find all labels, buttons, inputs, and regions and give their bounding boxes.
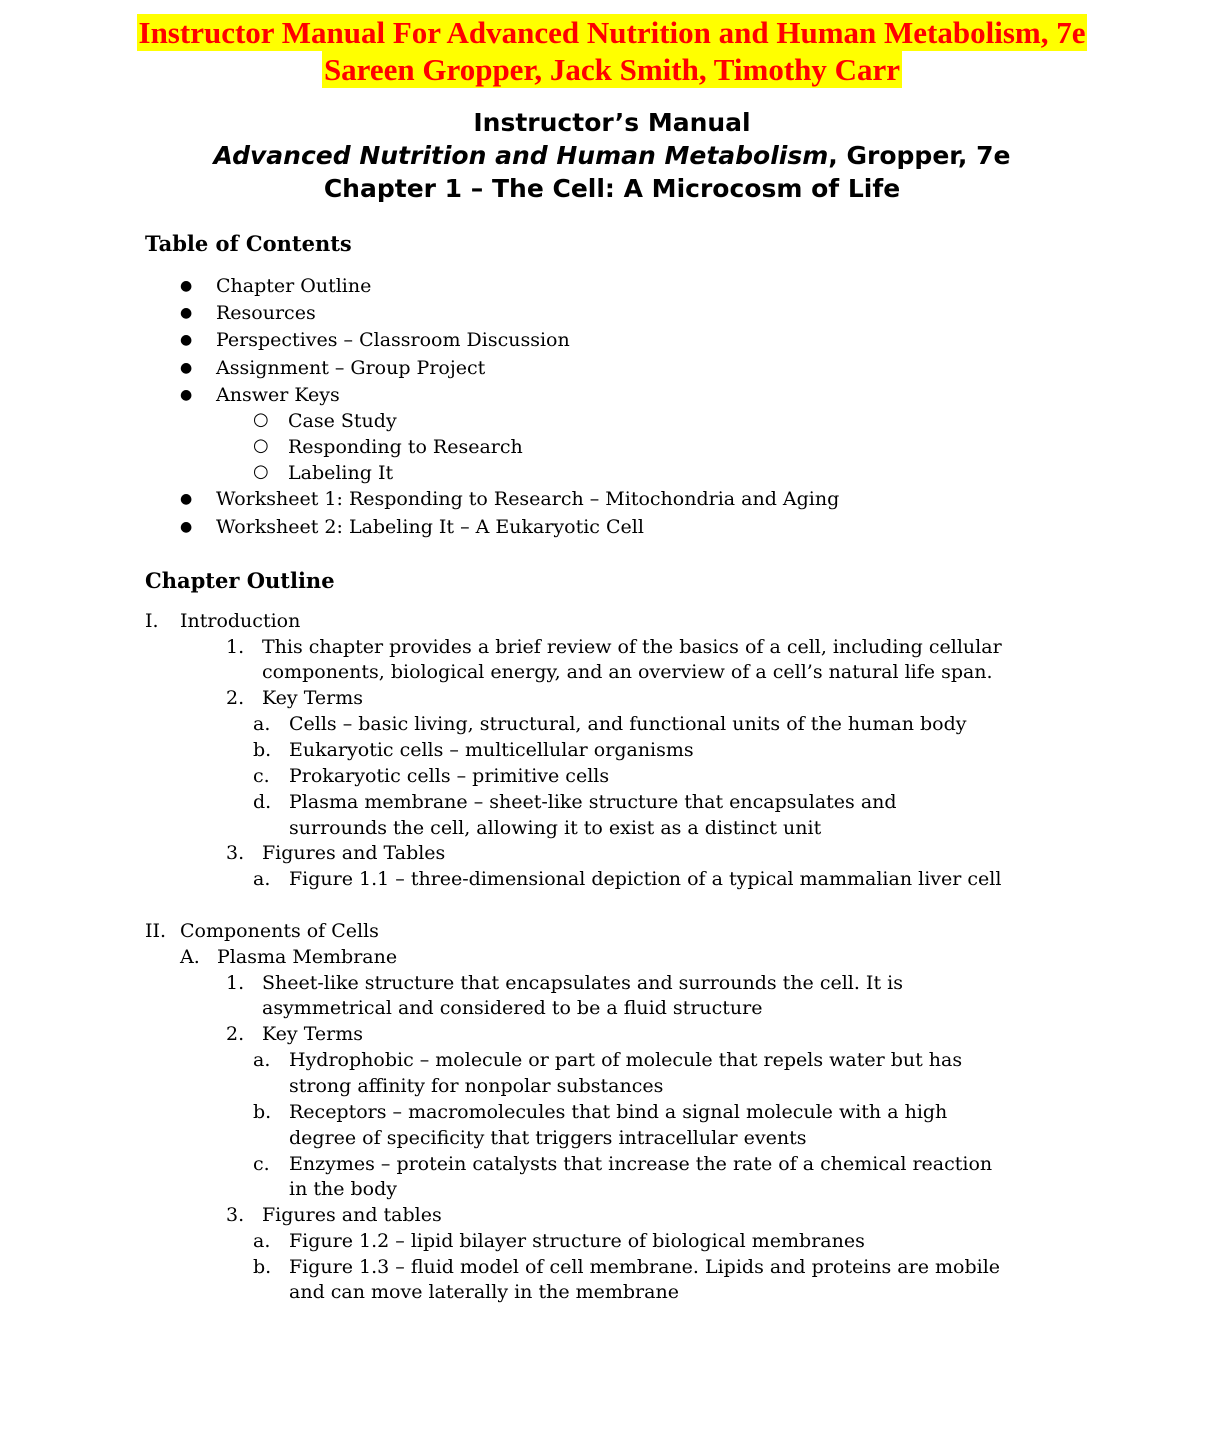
outline-text: components, biological energy, and an overview of a cell’s natural life span. — [262, 661, 993, 683]
toc-title: Table of Contents — [145, 231, 352, 256]
outline-text: asymmetrical and considered to be a fluid structure — [262, 997, 763, 1019]
list-number: 1. — [226, 636, 245, 658]
roman-numeral: I. — [145, 610, 159, 632]
toc-subitem: Labeling It — [288, 462, 394, 484]
list-number: 3. — [226, 842, 245, 864]
outline-text: Enzymes – protein catalysts that increase the rate of a chemical reaction — [289, 1153, 993, 1175]
outline-text: Prokaryotic cells – primitive cells — [289, 765, 610, 787]
outline-text: Figure 1.2 – lipid bilayer structure of biological membranes — [289, 1230, 865, 1252]
list-letter: b. — [253, 1101, 272, 1123]
list-number: 1. — [226, 972, 245, 994]
outline-text: Eukaryotic cells – multicellular organisms — [289, 739, 694, 761]
book-title: Advanced Nutrition and Human Metabolism — [213, 141, 829, 170]
toc-item: Assignment – Group Project — [216, 357, 486, 379]
banner-line-2: Sareen Gropper, Jack Smith, Timothy Carr — [323, 52, 901, 87]
list-letter: a. — [253, 1049, 271, 1071]
outline-text: Key Terms — [262, 1023, 363, 1045]
banner-line-1: Instructor Manual For Advanced Nutrition and Human Metabolism, 7e — [138, 15, 1086, 50]
section-title: Introduction — [180, 610, 301, 632]
outline-text: Plasma membrane – sheet-like structure that encapsulates and — [289, 791, 897, 813]
title-banner — [0, 0, 1224, 88]
toc-item: Perspectives – Classroom Discussion — [216, 329, 570, 351]
list-letter: a. — [253, 1230, 271, 1252]
list-letter: a. — [253, 713, 271, 735]
outline-text: This chapter provides a brief review of the basics of a cell, including cellular — [262, 636, 1002, 658]
outline-text: Figures and tables — [262, 1204, 442, 1226]
outline-text: Sheet-like structure that encapsulates and surrounds the cell. It is — [262, 972, 903, 994]
bullet-icon: ● — [180, 332, 193, 348]
outline-text: Key Terms — [262, 687, 363, 709]
roman-numeral: II. — [145, 920, 167, 942]
circle-bullet-icon: ○ — [253, 409, 269, 430]
outline-text: and can move laterally in the membrane — [289, 1281, 679, 1303]
list-letter: a. — [253, 868, 271, 890]
list-letter: c. — [253, 1153, 270, 1175]
outline-text: Figure 1.1 – three-dimensional depiction of a typical mammalian liver cell — [289, 868, 1002, 890]
heading-line-2 — [0, 139, 1224, 172]
bullet-icon: ● — [180, 360, 193, 376]
outline-text: Cells – basic living, structural, and functional units of the human body — [289, 713, 967, 735]
list-letter: b. — [253, 1256, 272, 1278]
heading-line-1: Instructor’s Manual — [473, 108, 751, 137]
bullet-icon: ● — [180, 278, 193, 294]
toc-item: Answer Keys — [216, 384, 340, 406]
toc-subitem: Case Study — [288, 410, 397, 432]
heading-line-3: Chapter 1 – The Cell: A Microcosm of Life — [323, 174, 901, 203]
document-heading — [0, 106, 1224, 205]
bullet-icon: ● — [180, 491, 193, 507]
toc-item: Worksheet 1: Responding to Research – Mitochondria and Aging — [216, 488, 840, 510]
outline-text: Plasma Membrane — [217, 946, 398, 968]
outline-text: degree of specificity that triggers intracellular events — [289, 1127, 807, 1149]
list-number: 3. — [226, 1204, 245, 1226]
outline-text: Figure 1.3 – fluid model of cell membrane. Lipids and proteins are mobile — [289, 1256, 1001, 1278]
outline-text: in the body — [289, 1178, 398, 1200]
toc-item: Worksheet 2: Labeling It – A Eukaryotic Cell — [216, 516, 644, 538]
list-number: 2. — [226, 687, 245, 709]
outline-title: Chapter Outline — [145, 568, 335, 593]
list-letter: c. — [253, 765, 270, 787]
outline-text: surrounds the cell, allowing it to exist as a distinct unit — [289, 817, 822, 839]
list-letter: b. — [253, 739, 272, 761]
circle-bullet-icon: ○ — [253, 461, 269, 482]
toc-subitem: Responding to Research — [288, 436, 523, 458]
outline-text: Figures and Tables — [262, 842, 446, 864]
toc-item: Chapter Outline — [216, 275, 372, 297]
book-edition: , Gropper, 7e — [828, 141, 1011, 170]
toc-item: Resources — [216, 302, 316, 324]
bullet-icon: ● — [180, 387, 193, 403]
list-letter: d. — [253, 791, 272, 813]
bullet-icon: ● — [180, 519, 193, 535]
section-title: Components of Cells — [180, 920, 379, 942]
circle-bullet-icon: ○ — [253, 435, 269, 456]
list-number: 2. — [226, 1023, 245, 1045]
outline-text: Hydrophobic – molecule or part of molecule that repels water but has — [289, 1049, 963, 1071]
outline-text: Receptors – macromolecules that bind a signal molecule with a high — [289, 1101, 948, 1123]
outline-text: strong affinity for nonpolar substances — [289, 1075, 664, 1097]
list-letter: A. — [180, 946, 200, 968]
bullet-icon: ● — [180, 305, 193, 321]
